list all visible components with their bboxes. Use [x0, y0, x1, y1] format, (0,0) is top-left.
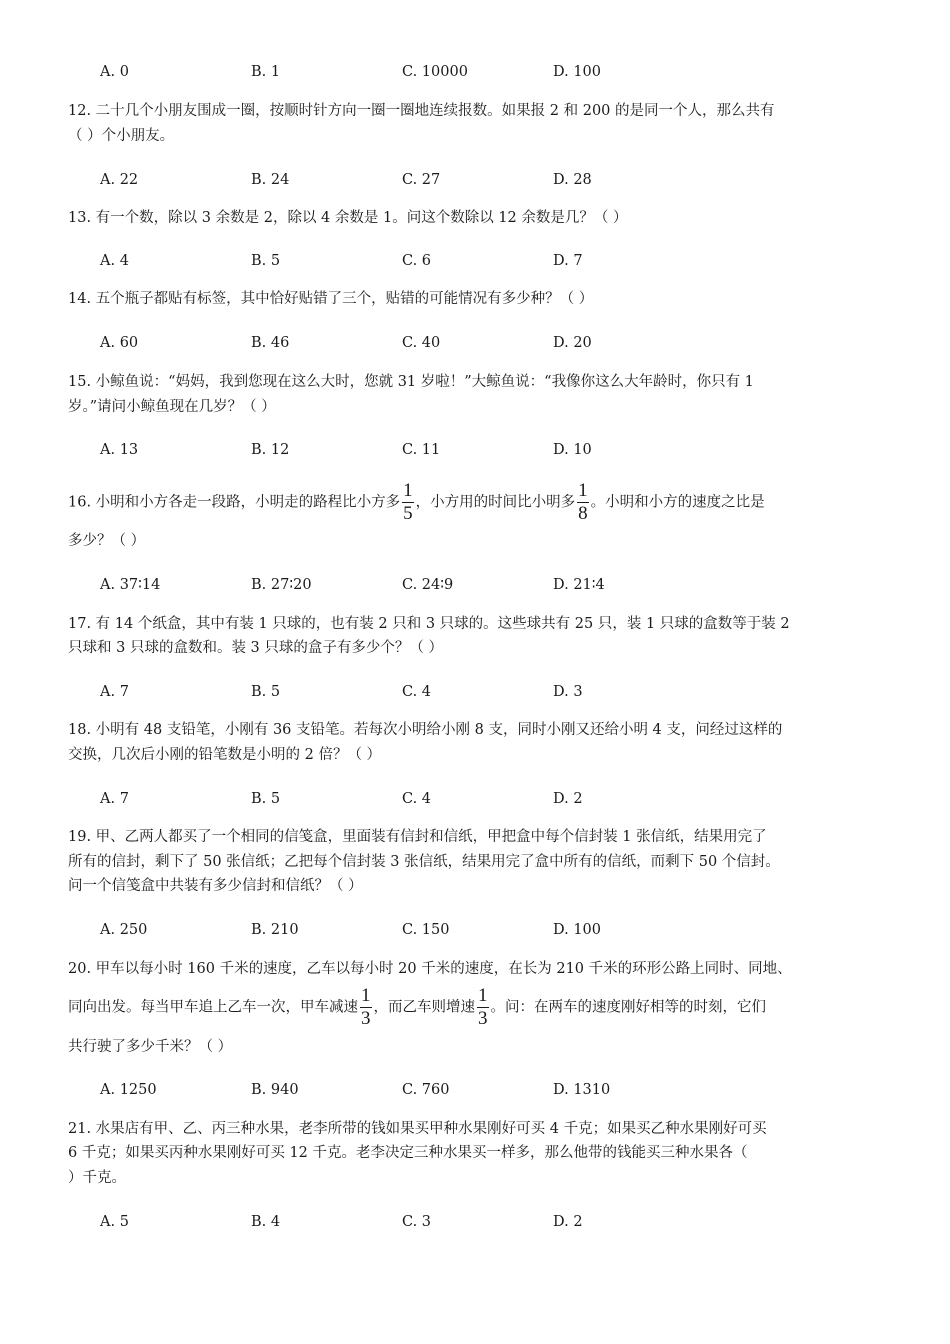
- option-a: A. 37∶14: [100, 577, 161, 593]
- option-c: C. 40: [402, 335, 441, 351]
- q12-text-line1: 12. 二十几个小朋友围成一圈，按顺时针方向一圈一圈地连续报数。如果报 2 和 200 的是同一个人，那么共有: [68, 103, 775, 119]
- option-b: B. 27∶20: [251, 577, 312, 593]
- q17-text-line1: 17. 有 14 个纸盒，其中有装 1 只球的，也有装 2 只和 3 只球的。这些球共有 25 只，装 1 只球的盒数等于装 2: [68, 616, 790, 632]
- q20-text-line1: 20. 甲车以每小时 160 千米的速度，乙车以每小时 20 千米的速度，在长为 210 千米的环形公路上同时、同地、: [68, 961, 792, 977]
- fraction-denominator: 3: [478, 1008, 488, 1029]
- q14-options: [100, 333, 800, 353]
- option-c: C. 10000: [402, 64, 468, 80]
- option-b: B. 5: [251, 253, 281, 269]
- q12-options: [100, 170, 800, 190]
- option-d: D. 7: [553, 253, 583, 269]
- fraction-one-third: [477, 985, 489, 1030]
- option-c: C. 150: [402, 922, 450, 938]
- q21-text-line2: 6 千克；如果买丙种水果刚好可买 12 千克。老李决定三种水果买一样多，那么他带的钱能买三种水果各（: [68, 1145, 748, 1161]
- option-c: C. 27: [402, 172, 441, 188]
- q17-text-line2: 只球和 3 只球的盒数和。装 3 只球的盒子有多少个？（ ）: [68, 640, 443, 656]
- option-d: D. 10: [553, 442, 592, 458]
- q16-text-part1: 16. 小明和小方各走一段路，小明走的路程比小方多: [68, 494, 401, 511]
- q21-options: [100, 1212, 800, 1232]
- option-b: B. 24: [251, 172, 290, 188]
- option-d: D. 2: [553, 1214, 583, 1230]
- q16-text-line1: [68, 480, 765, 524]
- option-a: A. 4: [100, 253, 129, 269]
- option-a: A. 0: [100, 64, 129, 80]
- option-a: A. 60: [100, 335, 139, 351]
- q17-options: [100, 682, 800, 702]
- q15-text-line2: 岁。”请问小鲸鱼现在几岁？（ ）: [68, 399, 276, 415]
- q20-text-line2: [68, 985, 766, 1029]
- fraction-one-fifth: [402, 480, 414, 525]
- q15-options: [100, 440, 800, 460]
- fraction-denominator: 3: [361, 1008, 371, 1029]
- option-d: D. 21∶4: [553, 577, 605, 593]
- option-a: A. 13: [100, 442, 139, 458]
- q19-options: [100, 920, 800, 940]
- option-c: C. 4: [402, 684, 432, 700]
- option-b: B. 1: [251, 64, 281, 80]
- option-d: D. 3: [553, 684, 583, 700]
- q16-text-part2: ，小方用的时间比小明多: [415, 494, 576, 511]
- fraction-numerator: 1: [478, 985, 488, 1006]
- q16-text-part3: 。小明和小方的速度之比是: [590, 494, 765, 511]
- option-b: B. 12: [251, 442, 290, 458]
- q20-text-part1: 同向出发。每当甲车追上乙车一次，甲车减速: [68, 999, 358, 1016]
- q21-text-line3: ）千克。: [68, 1170, 126, 1186]
- q19-text-line3: 问一个信笺盒中共装有多少信封和信纸？（ ）: [68, 878, 363, 894]
- option-a: A. 7: [100, 791, 129, 807]
- option-b: B. 46: [251, 335, 290, 351]
- q11-options: [100, 62, 800, 82]
- q19-text-line1: 19. 甲、乙两人都买了一个相同的信笺盒，里面装有信封和信纸，甲把盒中每个信封装 1 张信纸，结果用完了: [68, 829, 767, 845]
- q18-text-line1: 18. 小明有 48 支铅笔，小刚有 36 支铅笔。若每次小明给小刚 8 支，同时小刚又还给小明 4 支，问经过这样的: [68, 722, 783, 738]
- option-d: D. 2: [553, 791, 583, 807]
- q20-text-part3: 。问：在两车的速度刚好相等的时刻，它们: [490, 999, 766, 1016]
- option-c: C. 760: [402, 1082, 450, 1098]
- q15-text-line1: 15. 小鲸鱼说：“妈妈，我到您现在这么大时，您就 31 岁啦！”大鲸鱼说：“我像你这么大年龄时，你只有 1: [68, 374, 754, 390]
- q18-options: [100, 789, 800, 809]
- q20-text-part2: ，而乙车则增速: [373, 999, 475, 1016]
- q12-text-line2: （ ）个小朋友。: [68, 128, 175, 144]
- option-b: B. 210: [251, 922, 299, 938]
- option-b: B. 940: [251, 1082, 299, 1098]
- q21-text-line1: 21. 水果店有甲、乙、丙三种水果，老李所带的钱如果买甲种水果刚好可买 4 千克；如果买乙种水果刚好可买: [68, 1121, 767, 1137]
- option-d: D. 100: [553, 64, 602, 80]
- q14-text-line1: 14. 五个瓶子都贴有标签，其中恰好贴错了三个，贴错的可能情况有多少种？（ ）: [68, 291, 594, 307]
- option-d: D. 20: [553, 335, 592, 351]
- option-a: A. 250: [100, 922, 148, 938]
- q13-text-line1: 13. 有一个数，除以 3 余数是 2，除以 4 余数是 1。问这个数除以 12 余数是几？（ ）: [68, 210, 628, 226]
- option-a: A. 1250: [100, 1082, 157, 1098]
- option-d: D. 28: [553, 172, 592, 188]
- fraction-numerator: 1: [578, 480, 588, 501]
- fraction-one-eighth: [577, 480, 589, 525]
- q20-text-line3: 共行驶了多少千米？（ ）: [68, 1039, 233, 1055]
- fraction-numerator: 1: [361, 985, 371, 1006]
- option-d: D. 1310: [553, 1082, 611, 1098]
- q20-options: [100, 1080, 800, 1100]
- option-a: A. 5: [100, 1214, 129, 1230]
- q19-text-line2: 所有的信封，剩下了 50 张信纸；乙把每个信封装 3 张信纸，结果用完了盒中所有的信纸，而剩下 50 个信封。: [68, 854, 780, 870]
- option-b: B. 4: [251, 1214, 281, 1230]
- option-b: B. 5: [251, 684, 281, 700]
- fraction-denominator: 5: [403, 503, 413, 524]
- option-b: B. 5: [251, 791, 281, 807]
- option-a: A. 7: [100, 684, 129, 700]
- option-c: C. 11: [402, 442, 441, 458]
- option-a: A. 22: [100, 172, 139, 188]
- fraction-one-third: [360, 985, 372, 1030]
- option-d: D. 100: [553, 922, 602, 938]
- q16-options: [100, 575, 800, 595]
- option-c: C. 24∶9: [402, 577, 454, 593]
- q16-text-line2: 多少？（ ）: [68, 533, 146, 549]
- q18-text-line2: 交换，几次后小刚的铅笔数是小明的 2 倍？（ ）: [68, 747, 382, 763]
- q13-options: [100, 251, 800, 271]
- option-c: C. 3: [402, 1214, 432, 1230]
- option-c: C. 6: [402, 253, 432, 269]
- fraction-numerator: 1: [403, 480, 413, 501]
- fraction-denominator: 8: [578, 503, 588, 524]
- option-c: C. 4: [402, 791, 432, 807]
